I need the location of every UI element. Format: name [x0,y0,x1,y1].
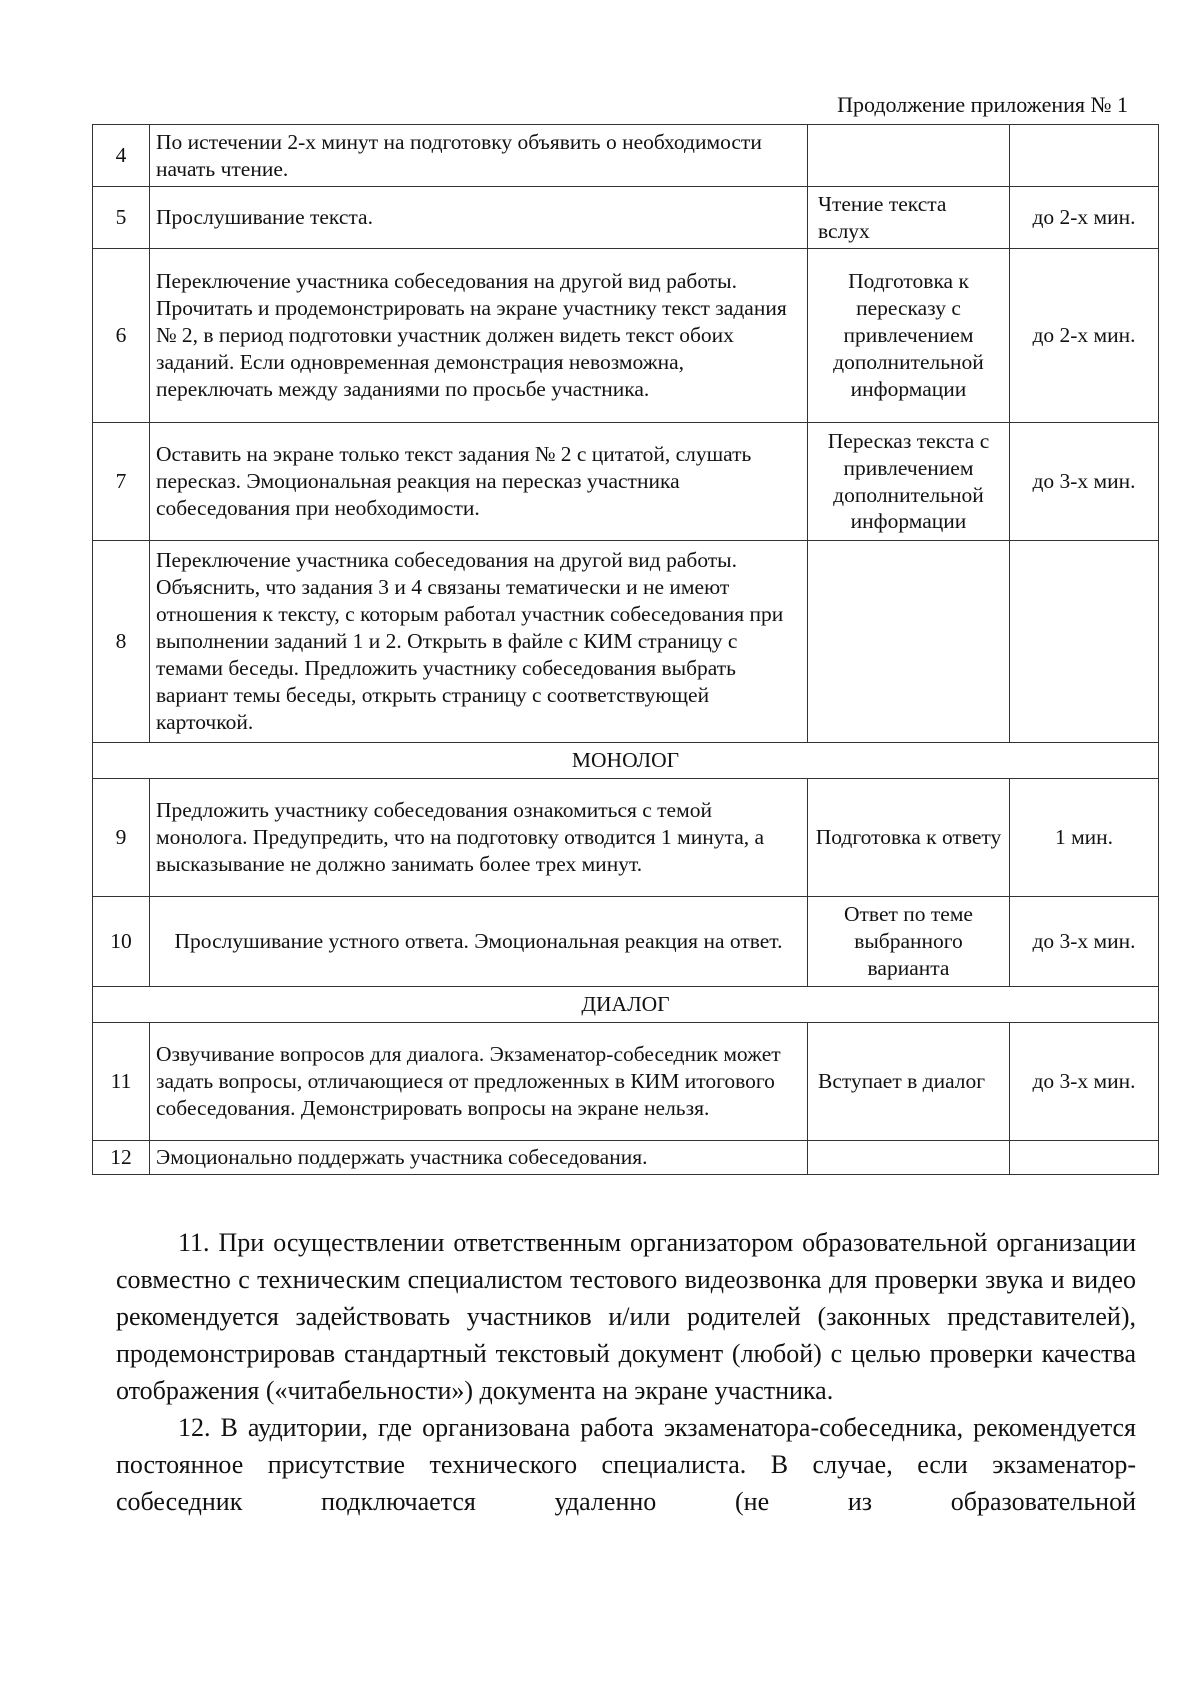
row-number: 12 [93,1140,150,1174]
row-participant-action: Пересказ текста с привлечением дополнительной информации [808,423,1010,541]
row-number: 11 [93,1022,150,1140]
section-title: МОНОЛОГ [93,743,1159,779]
procedure-table [92,124,1159,1175]
row-number: 7 [93,423,150,541]
row-participant-action: Ответ по теме выбранного варианта [808,896,1010,986]
row-time: 1 мин. [1010,778,1159,896]
row-description: Предложить участнику собеседования ознакомиться с темой монолога. Предупредить, что на подготовку отводится 1 минута, а высказывание не должно занимать более трех минут. [150,778,808,896]
table-row [93,1022,1159,1140]
row-participant-action: Чтение текста вслух [808,187,1010,249]
row-description: По истечении 2-х минут на подготовку объявить о необходимости начать чтение. [150,125,808,187]
row-description: Переключение участника собеседования на другой вид работы. Прочитать и продемонстрировать на экране участнику текст задания № 2, в период подготовки участник должен видеть текст обоих заданий. Если одновременная демонстрация невозможна, переключать между заданиями по просьбе участника. [150,249,808,423]
row-time [1010,125,1159,187]
row-time: до 3-х мин. [1010,896,1159,986]
row-number: 10 [93,896,150,986]
row-number: 6 [93,249,150,423]
section-title: ДИАЛОГ [93,986,1159,1022]
row-participant-action: Подготовка к пересказу с привлечением дополнительной информации [808,249,1010,423]
row-time [1010,541,1159,743]
row-description: Озвучивание вопросов для диалога. Экзаменатор-собеседник может задать вопросы, отличающиеся от предложенных в КИМ итогового собеседования. Демонстрировать вопросы на экране нельзя. [150,1022,808,1140]
row-description: Прослушивание устного ответа. Эмоциональная реакция на ответ. [150,896,808,986]
row-time [1010,1140,1159,1174]
row-number: 5 [93,187,150,249]
row-participant-action: Вступает в диалог [808,1022,1010,1140]
row-number: 4 [93,125,150,187]
section-row-monolog [93,743,1159,779]
row-participant-action [808,125,1010,187]
paragraph-11: 11. При осуществлении ответственным организатором образовательной организации совместно с техническим специалистом тестового видеозвонка для проверки звука и видео рекомендуется задействовать участников и/или родителей (законных представителей), продемонстрировав стандартный текстовый документ (любой) с целью проверки качества отображения («читабельности») документа на экране участника. [116,1228,1136,1405]
row-participant-action: Подготовка к ответу [808,778,1010,896]
table-row [93,125,1159,187]
paragraph-12: 12. В аудитории, где организована работа экзаменатора-собеседника, рекомендуется постоянное присутствие технического специалиста. В случае, если экзаменатор-собеседник подключается удаленно (не из образовательной [116,1413,1136,1516]
row-description: Прослушивание текста. [150,187,808,249]
row-time: до 2-х мин. [1010,187,1159,249]
page-header: Продолжение приложения № 1 [837,92,1128,117]
row-participant-action [808,1140,1010,1174]
table-row [93,1140,1159,1174]
table-row [93,896,1159,986]
row-description: Эмоционально поддержать участника собеседования. [150,1140,808,1174]
row-participant-action [808,541,1010,743]
row-time: до 2-х мин. [1010,249,1159,423]
body-text [116,1224,1136,1520]
table-row [93,187,1159,249]
table-row [93,778,1159,896]
table-row [93,541,1159,743]
row-time: до 3-х мин. [1010,1022,1159,1140]
table-row [93,423,1159,541]
section-row-dialog [93,986,1159,1022]
row-number: 8 [93,541,150,743]
row-time: до 3-х мин. [1010,423,1159,541]
row-description: Переключение участника собеседования на другой вид работы. Объяснить, что задания 3 и 4 связаны тематически и не имеют отношения к тексту, с которым работал участник собеседования при выполнении заданий 1 и 2. Открыть в файле с КИМ страницу с темами беседы. Предложить участнику собеседования выбрать вариант темы беседы, открыть страницу с соответствующей карточкой. [150,541,808,743]
table-row [93,249,1159,423]
row-description: Оставить на экране только текст задания № 2 с цитатой, слушать пересказ. Эмоциональная реакция на пересказ участника собеседования при необходимости. [150,423,808,541]
row-number: 9 [93,778,150,896]
